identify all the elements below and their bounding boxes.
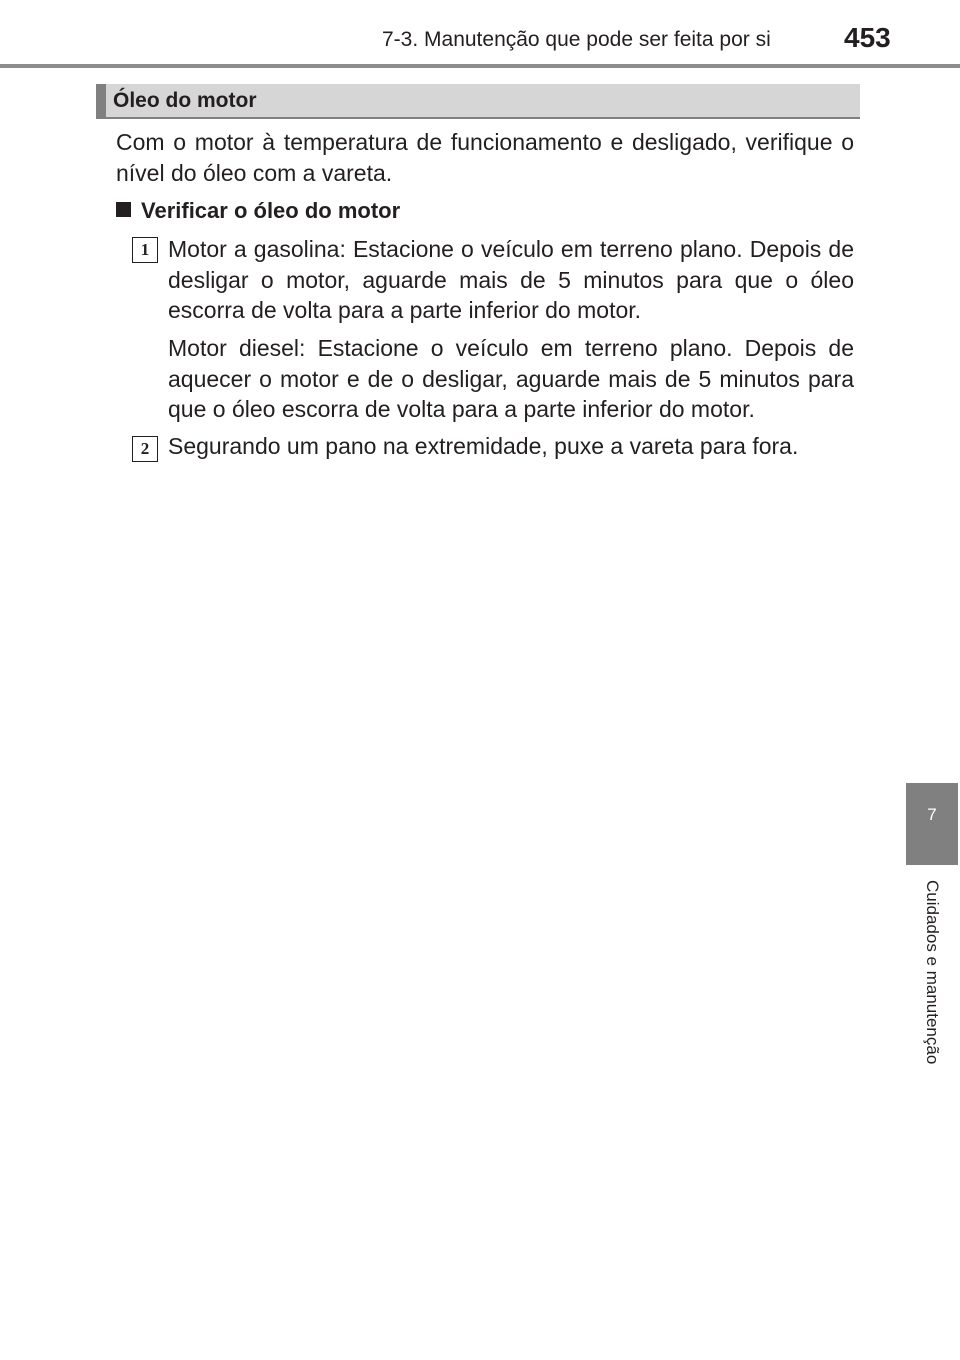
step-number-1: 1 bbox=[132, 237, 158, 263]
step-1-paragraph-gasoline: Motor a gasolina: Estacione o veículo em terreno plano. Depois de desligar o motor, aguarde mais de 5 minutos para que o óleo escorra de volta para a parte inferior do motor. bbox=[168, 236, 854, 323]
subheading-text: Verificar o óleo do motor bbox=[141, 198, 401, 223]
step-number-2: 2 bbox=[132, 436, 158, 462]
step-1-paragraph-diesel: Motor diesel: Estacione o veículo em terreno plano. Depois de aquecer o motor e de o desligar, aguarde mais de 5 minutos para que o óleo escorra de volta para a parte inferior do motor. bbox=[168, 335, 854, 422]
step-2-paragraph: Segurando um pano na extremidade, puxe a vareta para fora. bbox=[168, 433, 799, 459]
header-section-path: 7-3. Manutenção que pode ser feita por si bbox=[382, 28, 771, 51]
section-title: Óleo do motor bbox=[113, 89, 257, 112]
intro-paragraph: Com o motor à temperatura de funcionamento e desligado, verifique o nível do óleo com a vareta. bbox=[116, 129, 854, 186]
black-square-icon bbox=[116, 202, 131, 217]
section-title-underline bbox=[96, 117, 860, 119]
chapter-title-vertical: Cuidados e manutenção bbox=[923, 880, 942, 1065]
chapter-number: 7 bbox=[927, 805, 937, 824]
subheading bbox=[116, 198, 400, 224]
page-number: 453 bbox=[844, 22, 891, 53]
header-rule bbox=[0, 64, 960, 68]
